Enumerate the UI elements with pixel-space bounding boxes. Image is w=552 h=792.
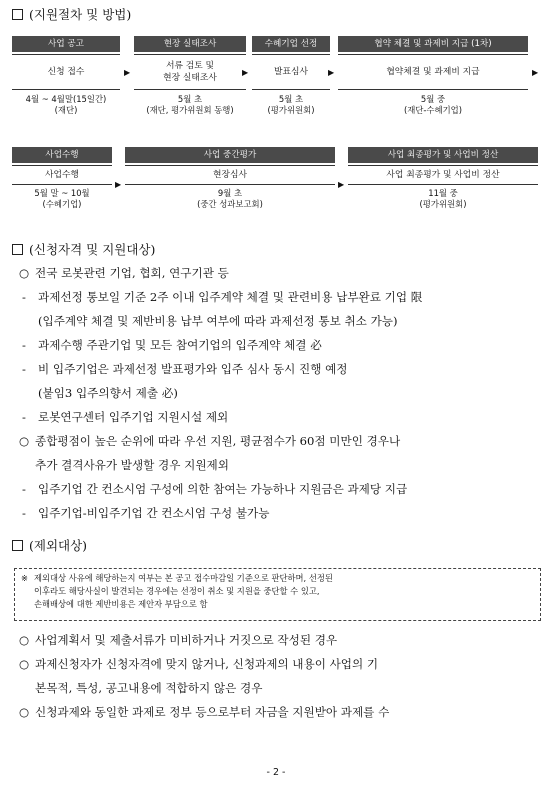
flow-step-cell: 협약체결 및 과제비 지급 xyxy=(338,54,528,90)
list-item: ○ 전국 로봇관련 기업, 협회, 연구기관 등 xyxy=(19,266,229,280)
flow-step-schedule: 4월 ~ 4월말(15일간) (재단) xyxy=(25,94,107,115)
arrow-right-icon: ▶ xyxy=(338,180,345,189)
arrow-right-icon: ▶ xyxy=(124,68,131,77)
flow-step-cell: 서류 검토 및 현장 실태조사 xyxy=(134,54,246,90)
flow-step-schedule: 5월 초 (평가위원회) xyxy=(267,94,315,115)
arrow-right-icon: ▶ xyxy=(115,180,122,189)
list-item: ○ 신청과제와 동일한 과제로 정부 등으로부터 자금을 지원받아 과제를 수 xyxy=(19,705,390,719)
section-title-exclusions: (제외대상) xyxy=(12,538,87,554)
reference-mark-icon: ※ xyxy=(21,573,28,583)
flow-step-header: 수혜기업 선정 xyxy=(252,36,330,52)
flow-step-schedule: 5월 중 (재단-수혜기업) xyxy=(403,94,463,115)
list-item: 추가 결격사유가 발생할 경우 지원제외 xyxy=(35,458,229,472)
flow-step-schedule: 9월 초 (중간 성과보고회) xyxy=(197,188,263,209)
flow-step-header: 사업 최종평가 및 사업비 정산 xyxy=(348,147,538,163)
list-item: - 과제수행 주관기업 및 모든 참여기업의 입주계약 체결 必 xyxy=(22,338,322,352)
flow-step-cell: 현장심사 xyxy=(125,165,335,185)
arrow-right-icon: ▶ xyxy=(242,68,249,77)
flow-step-header: 사업 공고 xyxy=(12,36,120,52)
list-item: 본목적, 특성, 공고내용에 적합하지 않은 경우 xyxy=(35,681,263,695)
list-item: ○ 종합평점이 높은 순위에 따라 우선 지원, 평균점수가 60점 미만인 경우나 xyxy=(19,434,401,448)
flow-step-cell: 발표심사 xyxy=(252,54,330,90)
flow-step-cell: 사업수행 xyxy=(12,165,112,185)
list-item: ○ 사업계획서 및 제출서류가 미비하거나 거짓으로 작성된 경우 xyxy=(19,633,338,647)
flow-step-schedule: 11월 중 (평가위원회) xyxy=(419,188,467,209)
flow-step-schedule: 5월 말 ~ 10월 (수혜기업) xyxy=(34,188,90,209)
flow-step-cell: 신청 접수 xyxy=(12,54,120,90)
flow-step-header: 사업 중간평가 xyxy=(125,147,335,163)
list-item: - 로봇연구센터 입주기업 지원시설 제외 xyxy=(22,410,229,424)
exclusion-note-box: ※ 제외대상 사유에 해당하는지 여부는 본 공고 접수마감일 기준으로 판단하며, 선정된 이후라도 해당사실이 발견되는 경우에는 선정이 취소 및 지원을 중단할 수 있고, 손해배상에 대한 제반비용은 제안자 부담으로 함 xyxy=(14,568,541,621)
flow-step-header: 사업수행 xyxy=(12,147,112,163)
list-item: - 과제선정 통보일 기준 2주 이내 입주계약 체결 및 관련비용 납부완료 기업 限 xyxy=(22,290,423,304)
flow-step-cell: 사업 최종평가 및 사업비 정산 xyxy=(348,165,538,185)
list-item: (입주계약 체결 및 제반비용 납부 여부에 따라 과제선정 통보 취소 가능) xyxy=(38,314,398,328)
arrow-right-icon: ▶ xyxy=(328,68,335,77)
list-item: - 입주기업-비입주기업 간 컨소시엄 구성 불가능 xyxy=(22,506,270,520)
section-title-procedure: (지원절차 및 방법) xyxy=(12,7,131,23)
flow-step-header: 협약 체결 및 과제비 지급 (1차) xyxy=(338,36,528,52)
section-title-eligibility: (신청자격 및 지원대상) xyxy=(12,242,155,258)
flow-step-header: 현장 실태조사 xyxy=(134,36,246,52)
list-item: - 비 입주기업은 과제선정 발표평가와 입주 심사 동시 진행 예정 xyxy=(22,362,348,376)
page-number: - 2 - xyxy=(266,767,286,778)
list-item: ○ 과제신청자가 신청자격에 맞지 않거나, 신청과제의 내용이 사업의 기 xyxy=(19,657,379,671)
flow-step-schedule: 5월 초 (재단, 평가위원회 동행) xyxy=(146,94,234,115)
arrow-right-icon: ▶ xyxy=(532,68,539,77)
list-item: - 입주기업 간 컨소시엄 구성에 의한 참여는 가능하나 지원금은 과제당 지급 xyxy=(22,482,408,496)
list-item: (붙임3 입주의향서 제출 必) xyxy=(38,386,178,400)
